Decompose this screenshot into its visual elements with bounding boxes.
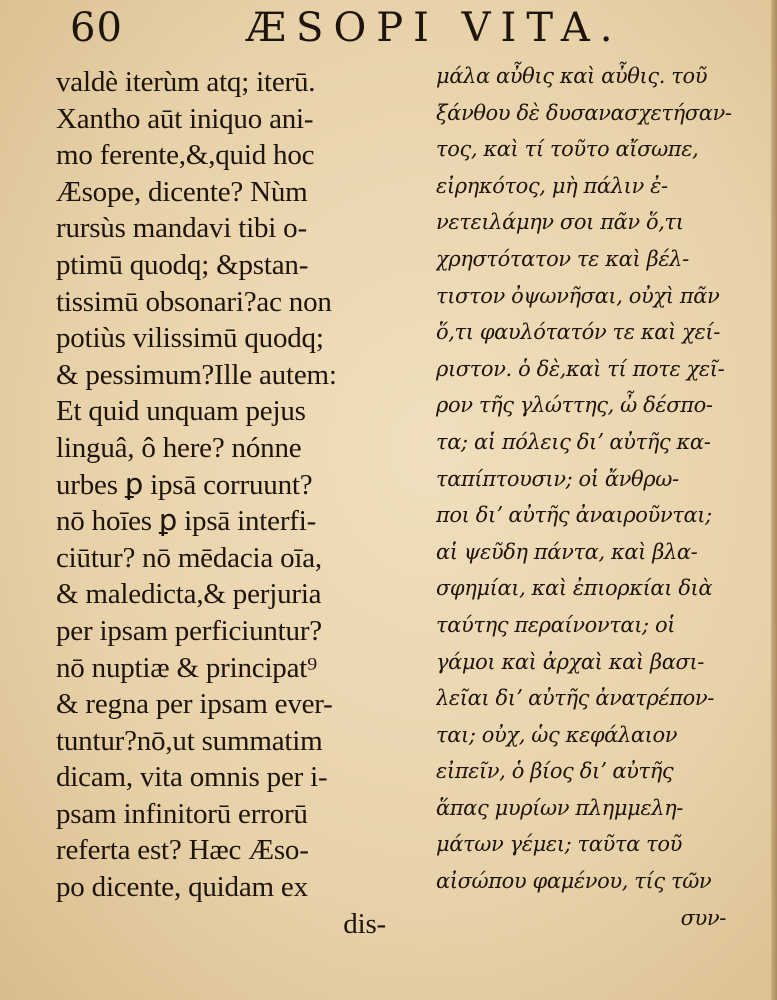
- latin-text-line: potiùs vilissimū quodq;: [56, 322, 324, 355]
- latin-text-line: dis-: [343, 907, 386, 940]
- greek-text-line: τιστον ὀψωνῆσαι, οὐχὶ πᾶν: [436, 283, 720, 308]
- latin-text-line: psam infinitorū errorū: [56, 797, 308, 830]
- greek-text-line: αἱ ψεῦδη πάντα, καὶ βλα-: [436, 539, 698, 564]
- greek-text-line: χρηστότατον τε καὶ βέλ-: [436, 246, 689, 271]
- latin-text-line: dicam, vita omnis per i-: [56, 761, 328, 794]
- latin-text-line: per ipsam perficiuntur?: [56, 614, 322, 647]
- page-header: [0, 0, 777, 60]
- greek-text-line: ρον τῆς γλώττης, ὦ δέσπο-: [436, 393, 713, 418]
- greek-text-line: μάτων γέμει; ταῦτα τοῦ: [436, 832, 682, 857]
- latin-text-line: ptimū quodq; &pstan-: [56, 248, 309, 281]
- latin-text-line: nō nuptiæ & principat⁹: [56, 651, 318, 684]
- latin-text-line: referta est? Hæc Æso-: [56, 834, 309, 867]
- greek-text-line: ποι διʼ αὐτῆς ἀναιροῦνται;: [436, 503, 712, 528]
- latin-text-line: po dicente, quidam ex: [56, 871, 308, 904]
- page-number: 60: [70, 5, 123, 51]
- greek-text-line: ξάνθου δὲ δυσανασχετήσαν-: [436, 100, 732, 125]
- greek-text-line: ἅπας μυρίων πλημμελη-: [436, 795, 684, 820]
- greek-text-line: τος, καὶ τί τοῦτο αἴσωπε,: [436, 137, 699, 162]
- latin-text-line: rursùs mandavi tibi o-: [56, 212, 307, 245]
- latin-text-line: mo ferente,&,quid hoc: [56, 139, 315, 172]
- greek-text-line: τα; αἱ πόλεις διʼ αὐτῆς κα-: [436, 429, 711, 454]
- latin-text-line: nō hoīes ꝑ ipsā interfi-: [56, 505, 317, 538]
- greek-text-line: σφημίαι, καὶ ἐπιορκίαι διὰ: [436, 576, 713, 601]
- greek-text-line: εἰπεῖν, ὁ βίος διʼ αὐτῆς: [436, 759, 674, 784]
- latin-text-line: tuntur?nō,ut summatim: [56, 724, 323, 757]
- greek-text-line: ταπίπτουσιν; οἱ ἄνθρω-: [436, 466, 679, 491]
- greek-text-line: ριστον. ὁ δὲ,καὶ τί ποτε χεῖ-: [436, 356, 725, 381]
- latin-text-line: & regna per ipsam ever-: [56, 688, 333, 721]
- latin-text-line: ciūtur? nō mēdacia oīa,: [56, 541, 322, 574]
- latin-text-line: Xantho aūt iniquo ani-: [56, 102, 314, 135]
- latin-text-line: & pessimum?Ille autem:: [56, 358, 337, 391]
- greek-text-line: ὅ,τι φαυλότατόν τε καὶ χεί-: [436, 320, 720, 345]
- greek-text-line: ται; οὐχ, ὡς κεφάλαιον: [436, 722, 678, 747]
- greek-text-line: εἰρηκότος, μὴ πάλιν ἐ-: [436, 173, 668, 198]
- running-title: ÆSOPI VITA.: [246, 5, 623, 51]
- latin-text-line: valdè iterùm atq; iterū.: [56, 66, 316, 98]
- greek-text-column: [436, 58, 756, 936]
- greek-text-line: λεῖαι διʼ αὐτῆς ἀνατρέπον-: [436, 686, 714, 711]
- latin-text-line: Et quid unquam pejus: [56, 395, 306, 428]
- latin-text-line: tissimū obsonari?ac non: [56, 285, 332, 318]
- greek-text-line: νετειλάμην σοι πᾶν ὅ,τι: [436, 210, 684, 235]
- greek-text-line: μάλα αὖθις καὶ αὖθις. τοῦ: [436, 64, 708, 88]
- latin-text-line: linguâ, ô here? nónne: [56, 431, 302, 464]
- greek-text-line: συν-: [680, 905, 726, 930]
- greek-text-line: ταύτης περαίνονται; οἱ: [436, 612, 676, 637]
- latin-text-line: & maledicta,& perjuria: [56, 578, 322, 611]
- latin-text-column: [56, 64, 416, 942]
- page-edge: [771, 0, 777, 1000]
- latin-text-line: Æsope, dicente? Nùm: [56, 175, 308, 208]
- latin-text-line: urbes ꝑ ipsā corruunt?: [56, 468, 313, 501]
- greek-text-line: αἰσώπου φαμένου, τίς τῶν: [436, 869, 712, 894]
- greek-text-line: γάμοι καὶ ἀρχαὶ καὶ βασι-: [436, 649, 704, 674]
